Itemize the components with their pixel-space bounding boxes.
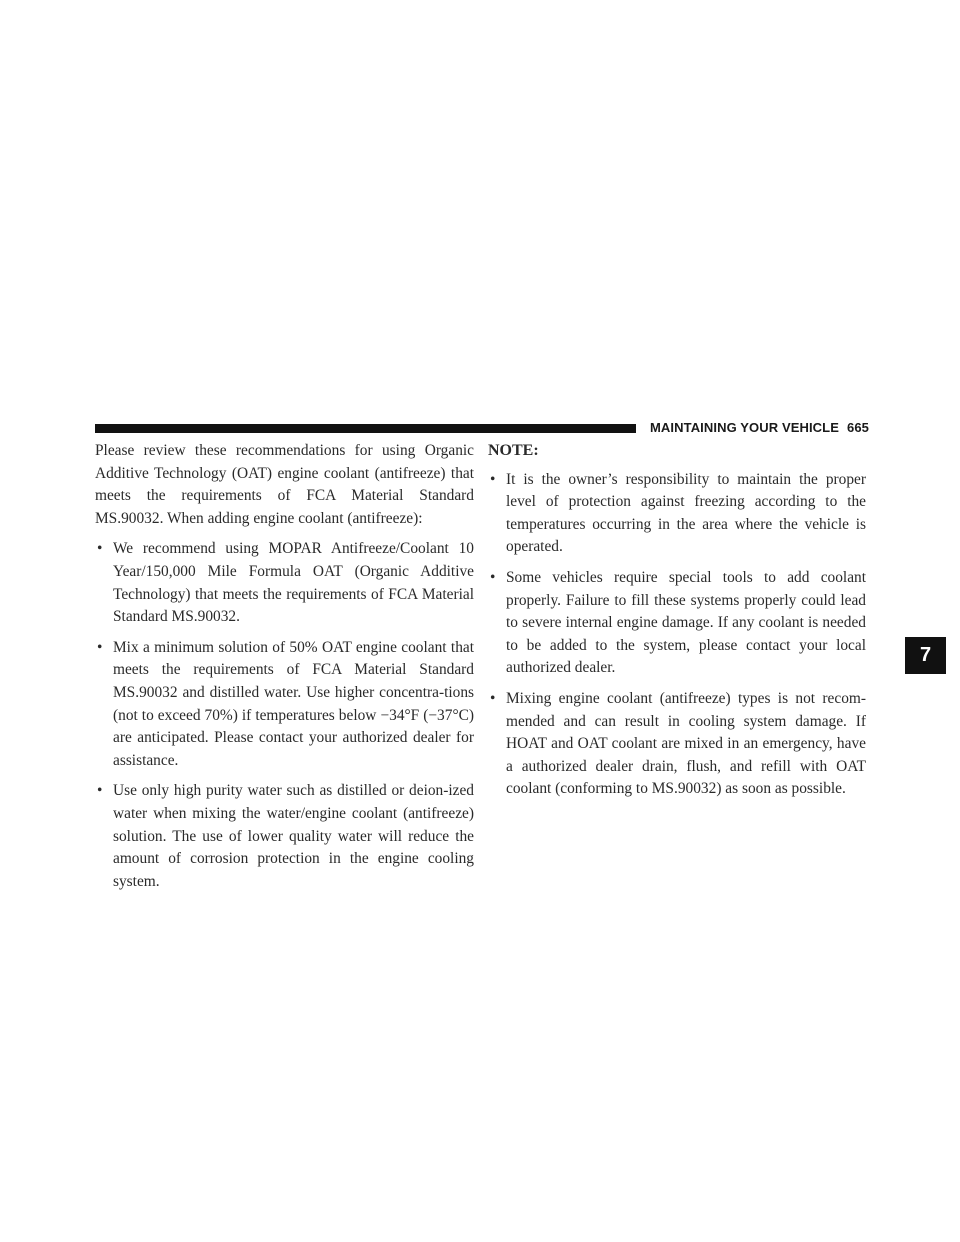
chapter-tab: 7 xyxy=(905,637,946,674)
section-title: MAINTAINING YOUR VEHICLE xyxy=(650,420,839,435)
list-item xyxy=(488,567,866,680)
list-item xyxy=(488,688,866,801)
list-item xyxy=(95,780,474,893)
coolant-recommendations-list xyxy=(95,538,474,893)
bullet-icon: • xyxy=(490,470,496,488)
bullet-icon: • xyxy=(490,568,496,586)
bullet-icon: • xyxy=(97,540,103,558)
list-item xyxy=(95,637,474,773)
list-item-text: Mixing engine coolant (antifreeze) types is not recom-mended and can result in cooling system damage. If HOAT and OAT coolant are mixed in an emergency, have a authorized dealer drain, flush, and refill with OAT coolant (conforming to MS.90032) as soon as possible. xyxy=(506,689,866,798)
left-column xyxy=(95,440,474,901)
running-head xyxy=(650,420,869,436)
page-number: 665 xyxy=(846,420,869,435)
intro-paragraph: Please review these recommendations for using Organic Additive Technology (OAT) engine coolant (antifreeze) that meets the requirements of FCA Material Standard MS.90032. When adding engine coolant (antifreeze): xyxy=(95,442,474,527)
list-item xyxy=(488,469,866,559)
list-item xyxy=(95,538,474,628)
note-heading: NOTE: xyxy=(488,442,539,459)
note-list xyxy=(488,469,866,801)
list-item-text: Some vehicles require special tools to add coolant properly. Failure to fill these systems properly could lead to severe internal engine damage. If any coolant is needed to be added to the system, please contact your local authorized dealer. xyxy=(506,568,866,677)
bullet-icon: • xyxy=(97,782,103,800)
list-item-text: It is the owner’s responsibility to maintain the proper level of protection against freezing according to the temperatures occurring in the area where the vehicle is operated. xyxy=(506,470,866,556)
list-item-text: Mix a minimum solution of 50% OAT engine coolant that meets the requirements of FCA Material Standard MS.90032 and distilled water. Use higher concentra-tions (not to exceed 70%) if temperatures below −34°F (−37°C) are anticipated. Please contact your authorized dealer for assistance. xyxy=(113,638,474,769)
header-rule xyxy=(95,424,636,433)
list-item-text: We recommend using MOPAR Antifreeze/Coolant 10 Year/150,000 Mile Formula OAT (Organic Additive Technology) that meets the requirements of FCA Material Standard MS.90032. xyxy=(113,540,474,626)
bullet-icon: • xyxy=(490,689,496,707)
bullet-icon: • xyxy=(97,638,103,656)
list-item-text: Use only high purity water such as distilled or deion-ized water when mixing the water/engine coolant (antifreeze) solution. The use of lower quality water will reduce the amount of corrosion protection in the engine cooling system. xyxy=(113,782,474,890)
right-column xyxy=(488,440,866,809)
